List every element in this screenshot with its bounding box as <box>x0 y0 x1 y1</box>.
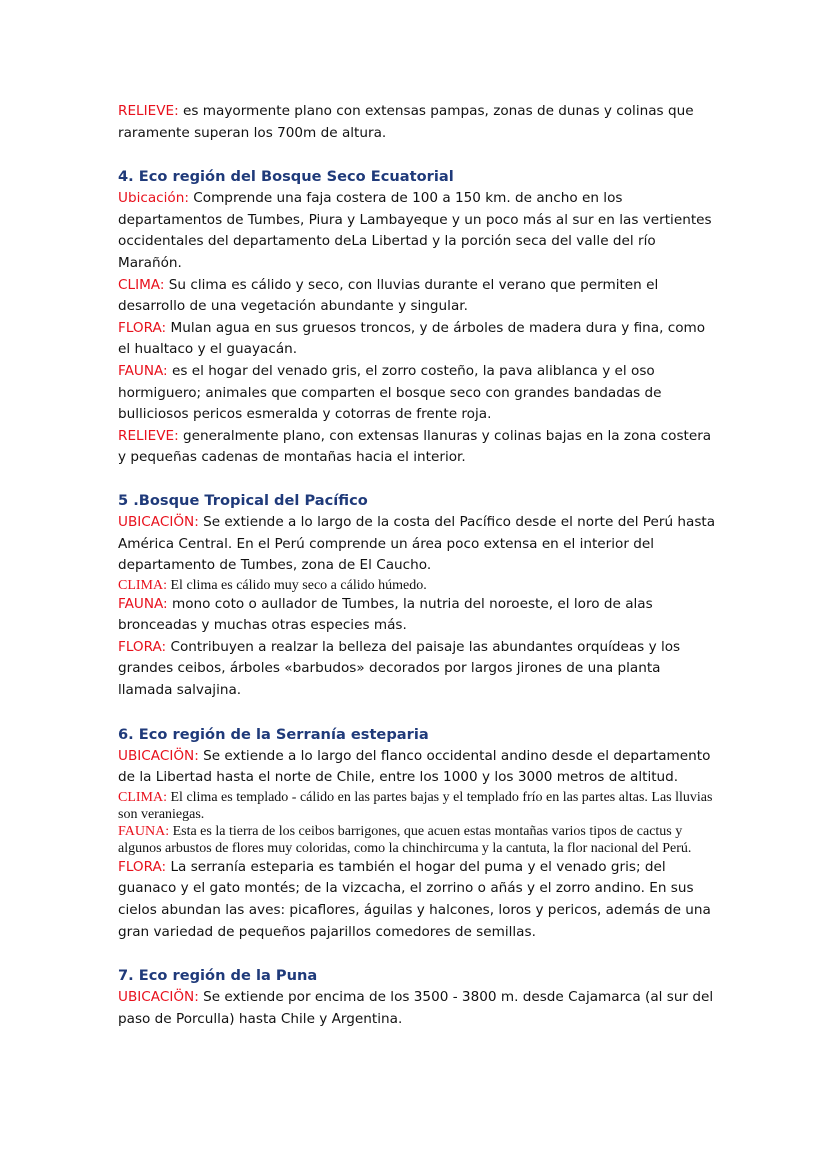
field-paragraph <box>118 987 718 1030</box>
field-paragraph <box>118 512 718 577</box>
field-label: UBICACIÖN: <box>118 747 199 764</box>
field-label: RELIEVE: <box>118 103 179 119</box>
field-label: UBICACIÖN: <box>118 989 199 1006</box>
field-label: FLORA: <box>118 858 167 875</box>
field-label: FLORA: <box>118 319 167 336</box>
section-heading: 5 .Bosque Tropical del Pacífico <box>118 491 368 509</box>
field-text: Se extiende a lo largo del flanco occidental andino desde el departamento de la Libertad hasta el norte de Chile, entre los 1000 y los 3000 metros de altitud. <box>118 747 711 786</box>
field-label: FAUNA: <box>118 823 170 839</box>
field-label: FLORA: <box>118 638 167 655</box>
field-paragraph <box>118 318 718 361</box>
field-paragraph <box>118 577 718 594</box>
field-text: Se extiende por encima de los 3500 - 3800 m. desde Cajamarca (al sur del paso de Porculla) hasta Chile y Argentina. <box>118 989 714 1027</box>
field-text: Comprende una faja costera de 100 a 150 km. de ancho en los departamentos de Tumbes, Piura y Lambayeque y un poco más al sur en las vertientes occidentales del departamento deLa Libertad y la porción seca del valle del río Marañón. <box>118 190 712 271</box>
field-label: Ubicación: <box>118 190 189 207</box>
field-text: Contribuyen a realzar la belleza del paisaje las abundantes orquídeas y los grandes ceibos, árboles «barbudos» decorados por largos jirones de una planta llamada salvajina. <box>118 638 681 699</box>
field-text: La serranía esteparia es también el hogar del puma y el venado gris; del guanaco y el gato montés; de la vizcacha, el zorrino o añás y el zorro andino. En sus cielos abundan las aves: picaflores, águilas y halcones, loros y pericos, además de una gran variedad de pequeños pajarillos comedores de semillas. <box>118 858 711 940</box>
field-paragraph <box>118 594 718 637</box>
field-paragraph <box>118 789 718 823</box>
field-text: Esta es la tierra de los ceibos barrigones, que acuen estas montañas varios tipos de cactus y algunos arbustos de flores muy coloridas, como la chinchircuma y la cantuta, la flor nacional del Perú. <box>118 823 692 856</box>
section-heading: 4. Eco región del Bosque Seco Ecuatorial <box>118 168 454 186</box>
field-text: es el hogar del venado gris, el zorro costeño, la pava aliblanca y el oso hormiguero; animales que comparten el bosque seco con grandes bandadas de bulliciosos pericos esmeralda y cotorras de frente roja. <box>118 362 662 423</box>
field-text: El clima es templado - cálido en las partes bajas y el templado frío en las partes altas. Las lluvias son veraniegas. <box>118 789 713 822</box>
field-paragraph <box>118 746 718 789</box>
field-label: CLIMA: <box>118 577 167 593</box>
field-text: Su clima es cálido y seco, con lluvias durante el verano que permiten el desarrollo de una vegetación abundante y singular. <box>118 276 659 315</box>
field-paragraph <box>118 823 718 857</box>
field-paragraph <box>118 637 718 702</box>
section-heading: 6. Eco región de la Serranía esteparia <box>118 725 429 743</box>
field-label: RELIEVE: <box>118 427 179 444</box>
intro-paragraph <box>118 101 718 144</box>
field-paragraph <box>118 361 718 426</box>
field-text: es mayormente plano con extensas pampas, zonas de dunas y colinas que raramente superan los 700m de altura. <box>118 103 694 141</box>
field-text: mono coto o aullador de Tumbes, la nutria del noroeste, el loro de alas bronceadas y muchas otras especies más. <box>118 595 653 634</box>
field-label: UBICACIÖN: <box>118 513 199 530</box>
document-body <box>118 101 718 1030</box>
field-text: El clima es cálido muy seco a cálido húmedo. <box>167 577 427 593</box>
section-heading: 7. Eco región de la Puna <box>118 967 318 985</box>
field-text: Mulan agua en sus gruesos troncos, y de árboles de madera dura y fina, como el hualtaco y el guayacán. <box>118 319 706 358</box>
field-text: generalmente plano, con extensas llanuras y colinas bajas en la zona costera y pequeñas cadenas de montañas hacia el interior. <box>118 427 712 466</box>
field-paragraph <box>118 426 718 469</box>
field-label: FAUNA: <box>118 595 168 612</box>
field-paragraph <box>118 857 718 943</box>
field-label: FAUNA: <box>118 362 168 379</box>
field-text: Se extiende a lo largo de la costa del Pacífico desde el norte del Perú hasta América Central. En el Perú comprende un área poco extensa en el interior del departamento de Tumbes, zona de El Caucho. <box>118 513 716 574</box>
field-label: CLIMA: <box>118 789 167 805</box>
field-paragraph <box>118 275 718 318</box>
field-label: CLIMA: <box>118 276 165 293</box>
field-paragraph <box>118 188 718 274</box>
